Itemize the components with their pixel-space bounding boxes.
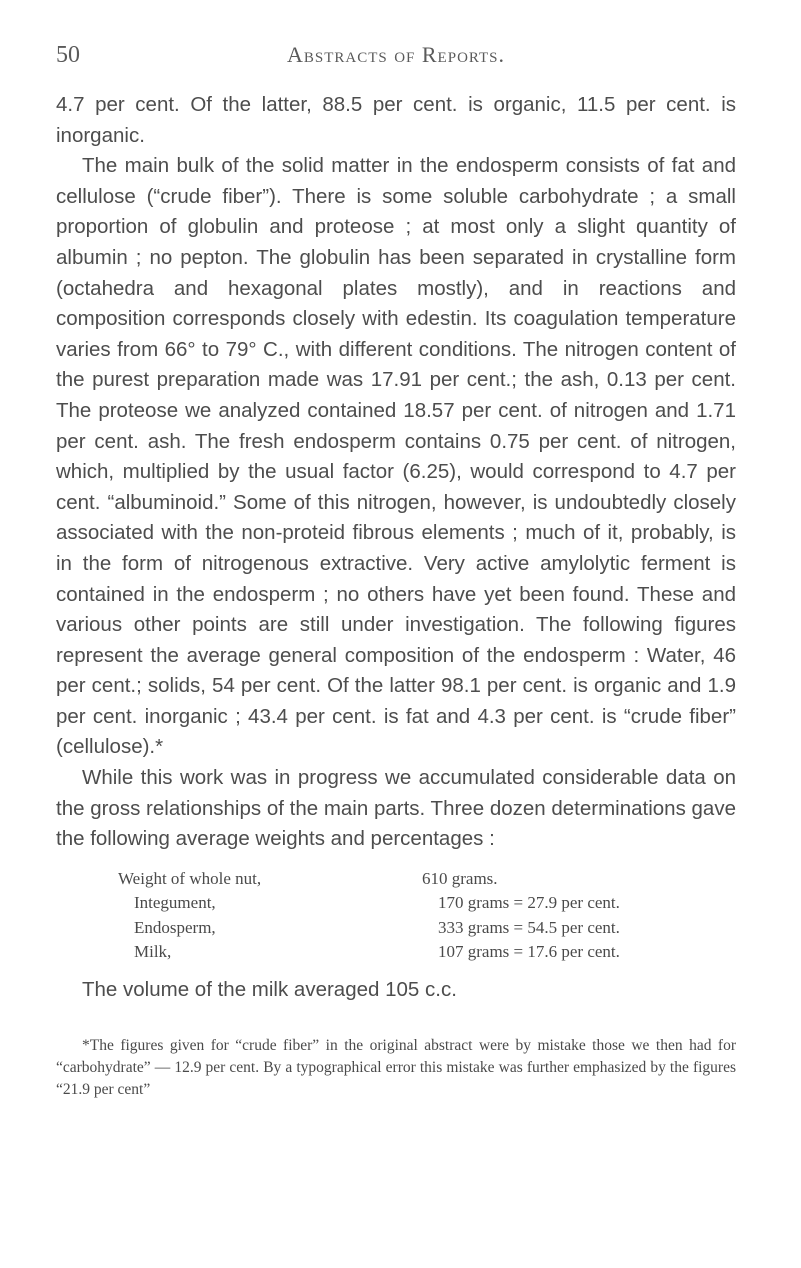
weights-table	[56, 867, 736, 965]
paragraph-endosperm-composition: The main bulk of the solid matter in the endosperm consists of fat and cellulose (“crude fiber”). There is some soluble carbohydrate ; a small proportion of globulin and proteose ; at most only a slight quantity of albumin ; no pepton. The globulin has been separated in crystalline form (octahedra and hexagonal plates mostly), and in reactions and composition corresponds closely with edestin. Its coagulation temperature varies from 66° to 79° C., with different conditions. The nitrogen content of the purest preparation made was 17.91 per cent.; the ash, 0.13 per cent. The proteose we analyzed contained 18.57 per cent. of nitrogen and 1.71 per cent. ash. The fresh endosperm contains 0.75 per cent. of nitrogen, which, multiplied by the usual factor (6.25), would correspond to 4.7 per cent. “albuminoid.” Some of this nitrogen, however, is undoubtedly closely associated with the non-proteid fibrous elements ; much of it, probably, is in the form of nitrogenous extractive. Very active amylolytic ferment is contained in the endosperm ; no others have yet been found. These and various other points are still under investigation. The following figures represent the average general composition of the endosperm : Water, 46 per cent.; solids, 54 per cent. Of the latter 98.1 per cent. is organic and 1.9 per cent. inorganic ; 43.4 per cent. is fat and 4.3 per cent. is “crude fiber” (cellulose).*	[56, 154, 736, 759]
page-number: 50	[56, 42, 80, 68]
body-text	[56, 90, 736, 855]
weights-row	[56, 940, 736, 965]
weights-value: 170 grams = 27.9 per cent.	[438, 893, 620, 913]
weights-row	[56, 916, 736, 941]
weights-label: Weight of whole nut,	[118, 868, 262, 888]
footnote	[56, 1027, 736, 1101]
weights-label: Endosperm,	[134, 917, 216, 937]
weights-value: 107 grams = 17.6 per cent.	[438, 942, 620, 962]
footnote-text: *The figures given for “crude fiber” in the original abstract were by mistake those we then had for “carbohydrate” — 12.9 per cent. By a typographical error this mistake was further emphasized by the figures “21.9 per cent”	[56, 1037, 736, 1099]
weights-label: Integument,	[134, 893, 216, 913]
page-header	[56, 42, 736, 78]
weights-row	[56, 867, 736, 892]
weights-value: 610 grams.	[422, 868, 498, 888]
weights-row	[56, 891, 736, 916]
document-page	[56, 42, 736, 1101]
paragraph-gross-relationships: While this work was in progress we accumulated considerable data on the gross relationships of the main parts. Three dozen determinations gave the following average weights and percentages :	[56, 766, 736, 851]
body-text-end	[56, 975, 736, 1006]
weights-label: Milk,	[134, 942, 172, 962]
running-head: Abstracts of Reports.	[286, 42, 506, 67]
paragraph-continuation: 4.7 per cent. Of the latter, 88.5 per cent. is organic, 11.5 per cent. is inorganic.	[56, 93, 736, 147]
paragraph-milk-volume: The volume of the milk averaged 105 c.c.	[82, 977, 457, 1001]
weights-value: 333 grams = 54.5 per cent.	[438, 917, 620, 937]
